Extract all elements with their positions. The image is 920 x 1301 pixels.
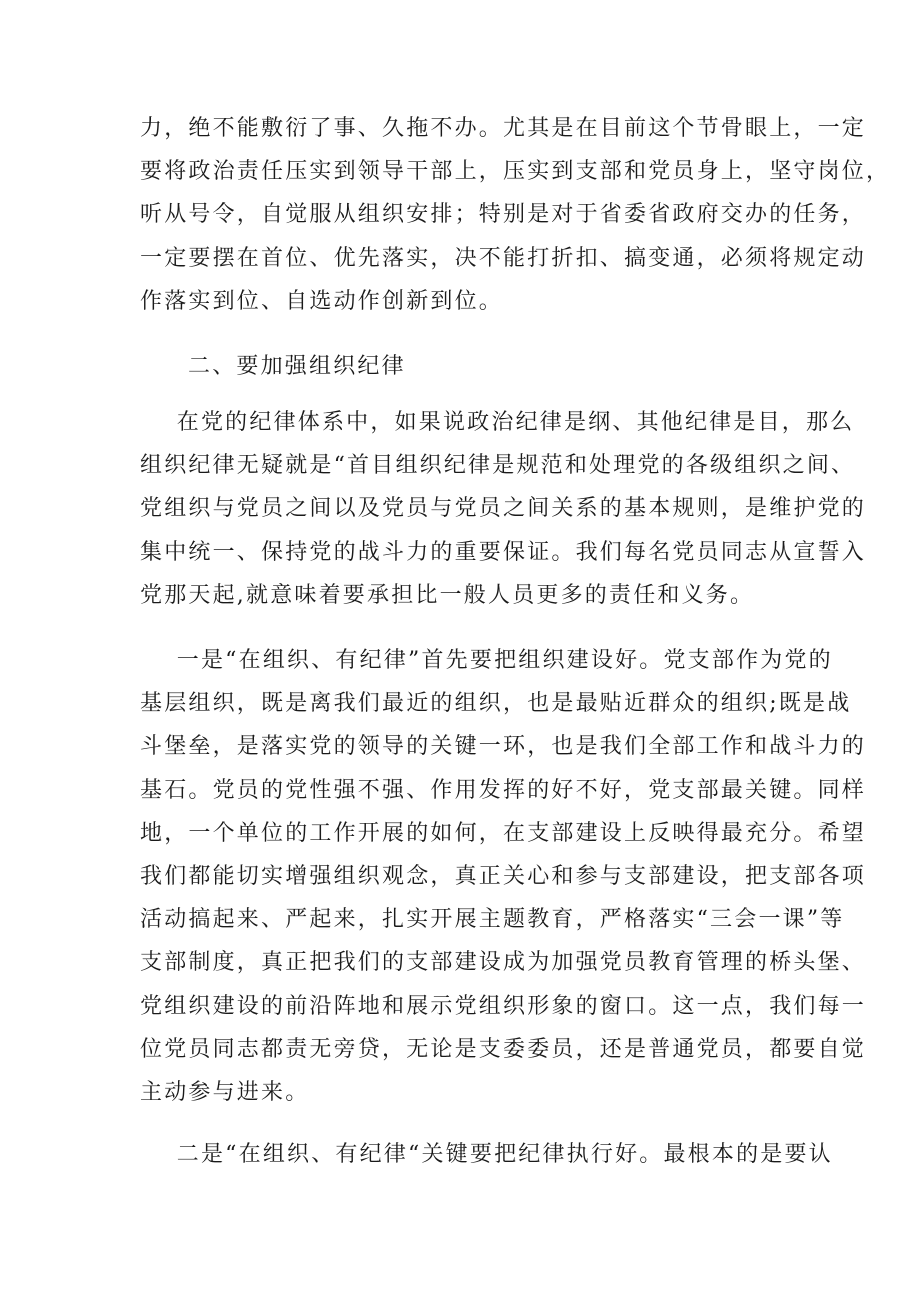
text-line: 一定要摆在首位、优先落实，决不能打折扣、搞变通，必须将规定动: [140, 245, 867, 271]
text-line: 位党员同志都责无旁贷，无论是支委委员，还是普通党员，都要自觉: [140, 1036, 867, 1062]
text-line: 力，绝不能敷衍了事、久拖不办。尤其是在目前这个节骨眼上，一定: [140, 116, 867, 141]
text-line: 集中统一、保持党的战斗力的重要保证。我们每名党员同志从宣誓入: [140, 539, 867, 565]
text-line: 党那天起,就意味着要承担比一般人员更多的责任和义务。: [140, 582, 755, 608]
text-line: 作落实到位、自选动作创新到位。: [140, 288, 504, 314]
text-line: 听从号令，自觉服从组织安排；特别是对于省委省政府交办的任务，: [140, 202, 867, 228]
text-line: 二是“在组织、有纪律“关键要把纪律执行好。最根本的是要认: [140, 1142, 833, 1167]
paragraph-first-point: [140, 639, 867, 1114]
text-line: 党组织建设的前沿阵地和展示党组织形象的窗口。这一点，我们每一: [140, 993, 867, 1019]
text-line: 主动参与进来。: [140, 1079, 310, 1105]
text-line: 党组织与党员之间以及党员与党员之间关系的基本规则，是维护党的: [140, 496, 867, 522]
text-line: 斗堡垒，是落实党的领导的关键一环，也是我们全部工作和战斗力的: [140, 734, 867, 760]
section-heading: 二、要加强组织纪律: [188, 354, 406, 379]
paragraph-org-discipline: [140, 401, 867, 617]
text-line: 地，一个单位的工作开展的如何，在支部建设上反映得最充分。希望: [140, 820, 867, 846]
paragraph-intro: [140, 107, 891, 323]
paragraph-second-point: [140, 1133, 833, 1176]
text-line: 组织纪律无疑就是“首目组织纪律是规范和处理党的各级组织之间、: [140, 453, 856, 479]
text-line: 我们都能切实增强组织观念，真正关心和参与支部建设，把支部各项: [140, 863, 867, 889]
text-line: 基层组织，既是离我们最近的组织，也是最贴近群众的组织;既是战: [140, 691, 852, 717]
text-line: 基石。党员的党性强不强、作用发挥的好不好，党支部最关键。同样: [140, 777, 867, 803]
text-line: 一是“在组织、有纪律”首先要把组织建设好。党支部作为党的: [140, 648, 833, 673]
text-line: 活动搞起来、严起来，扎实开展主题教育，严格落实“三会一课”等: [140, 907, 845, 933]
text-line: 要将政治责任压实到领导干部上，压实到支部和党员身上，坚守岗位，: [140, 159, 891, 185]
text-line: 在党的纪律体系中，如果说政治纪律是纲、其他纪律是目，那么: [140, 410, 855, 435]
text-line: 支部制度，真正把我们的支部建设成为加强党员教育管理的桥头堡、: [140, 950, 867, 976]
